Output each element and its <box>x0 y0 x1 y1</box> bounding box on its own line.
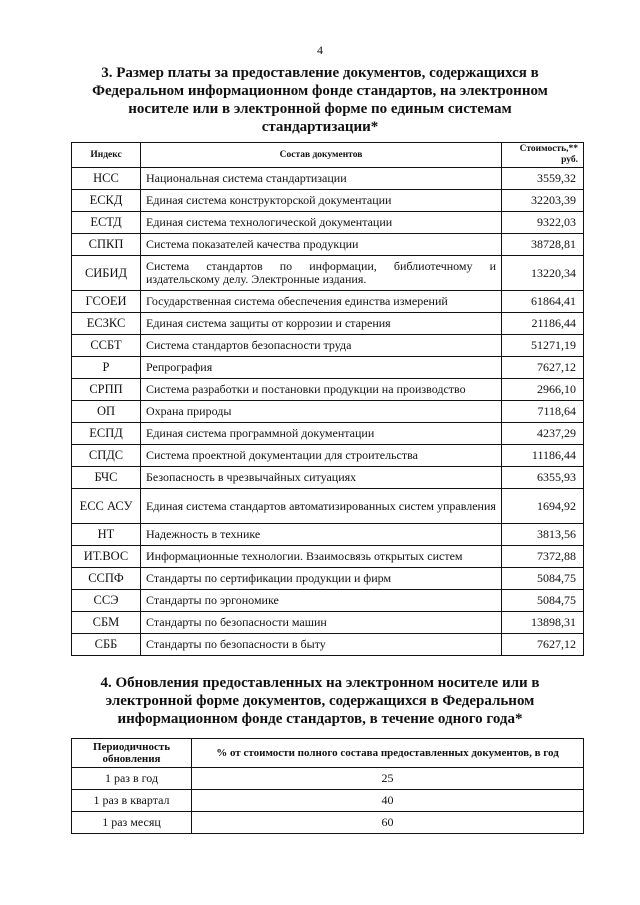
row-docs-cell: Государственная система обеспечения единства измерений <box>141 291 502 313</box>
row-index-cell: ССБТ <box>72 335 141 357</box>
row-index-cell: Р <box>72 357 141 379</box>
row-cost-cell: 6355,93 <box>502 467 584 489</box>
row-docs-cell: Система показателей качества продукции <box>141 234 502 256</box>
row-cost-cell: 5084,75 <box>502 590 584 612</box>
pricing-table <box>71 142 584 656</box>
row-cost-cell: 51271,19 <box>502 335 584 357</box>
table-row <box>72 812 584 834</box>
row-index-cell: НСС <box>72 168 141 190</box>
row-docs-cell: Стандарты по безопасности машин <box>141 612 502 634</box>
section-4-title: 4. Обновления предоставленных на электронном носителе или в электронной форме документов, содержащихся в Федеральном информационном фонде стандартов, в течение одного года* <box>100 675 540 727</box>
table-row <box>72 256 584 291</box>
table-header-row <box>72 739 584 768</box>
table-row <box>72 612 584 634</box>
row-cost-cell: 1694,92 <box>502 489 584 524</box>
page-number: 4 <box>317 43 323 57</box>
row-cost-cell: 61864,41 <box>502 291 584 313</box>
row-docs-cell: Единая система технологической документации <box>141 212 502 234</box>
row-cost-cell: 3559,32 <box>502 168 584 190</box>
row-percent-cell: 40 <box>192 790 584 812</box>
header-index: Индекс <box>72 143 141 168</box>
row-docs-cell: Надежность в технике <box>141 524 502 546</box>
row-docs-cell: Репрография <box>141 357 502 379</box>
row-index-cell: ОП <box>72 401 141 423</box>
row-docs-cell: Единая система стандартов автоматизированных систем управления <box>141 489 502 524</box>
row-docs-cell: Система стандартов безопасности труда <box>141 335 502 357</box>
table-row <box>72 546 584 568</box>
row-index-cell: ССПФ <box>72 568 141 590</box>
table-row <box>72 291 584 313</box>
row-docs-cell: Информационные технологии. Взаимосвязь открытых систем <box>141 546 502 568</box>
row-docs-cell: Система проектной документации для строительства <box>141 445 502 467</box>
table-row <box>72 357 584 379</box>
table-row <box>72 168 584 190</box>
section-3-title: 3. Размер платы за предоставление документов, содержащихся в Федеральном информационном фонде стандартов, на электронном носителе или в электронной форме по единым системам стандартизации* <box>92 65 548 135</box>
row-index-cell: ГСОЕИ <box>72 291 141 313</box>
table-row <box>72 313 584 335</box>
table-row <box>72 445 584 467</box>
row-index-cell: НТ <box>72 524 141 546</box>
row-period-cell: 1 раз месяц <box>72 812 192 834</box>
table-row <box>72 335 584 357</box>
row-cost-cell: 21186,44 <box>502 313 584 335</box>
row-cost-cell: 38728,81 <box>502 234 584 256</box>
table-row <box>72 467 584 489</box>
row-cost-cell: 9322,03 <box>502 212 584 234</box>
row-index-cell: ЕСС АСУ <box>72 489 141 524</box>
row-index-cell: СББ <box>72 634 141 656</box>
row-index-cell: ЕСЗКС <box>72 313 141 335</box>
table-row <box>72 423 584 445</box>
row-cost-cell: 7627,12 <box>502 357 584 379</box>
row-docs-cell: Единая система защиты от коррозии и старения <box>141 313 502 335</box>
table-header-row <box>72 143 584 168</box>
table-row <box>72 401 584 423</box>
row-docs-cell: Единая система программной документации <box>141 423 502 445</box>
row-docs-cell: Безопасность в чрезвычайных ситуациях <box>141 467 502 489</box>
row-docs-cell: Единая система конструкторской документации <box>141 190 502 212</box>
row-index-cell: ЕСКД <box>72 190 141 212</box>
row-cost-cell: 13898,31 <box>502 612 584 634</box>
table-row <box>72 524 584 546</box>
row-cost-cell: 4237,29 <box>502 423 584 445</box>
table-row <box>72 489 584 524</box>
table-row <box>72 379 584 401</box>
header-percent: % от стоимости полного состава предоставленных документов, в год <box>192 739 584 768</box>
row-percent-cell: 60 <box>192 812 584 834</box>
table-row <box>72 234 584 256</box>
row-docs-cell: Стандарты по безопасности в быту <box>141 634 502 656</box>
table-row <box>72 190 584 212</box>
row-index-cell: ЕСТД <box>72 212 141 234</box>
row-percent-cell: 25 <box>192 768 584 790</box>
row-index-cell: СБМ <box>72 612 141 634</box>
row-index-cell: ЕСПД <box>72 423 141 445</box>
row-cost-cell: 7372,88 <box>502 546 584 568</box>
table-row <box>72 790 584 812</box>
row-index-cell: БЧС <box>72 467 141 489</box>
header-docs: Состав документов <box>141 143 502 168</box>
table-row <box>72 768 584 790</box>
row-cost-cell: 7118,64 <box>502 401 584 423</box>
row-index-cell: ИТ.ВОС <box>72 546 141 568</box>
row-docs-cell: Охрана природы <box>141 401 502 423</box>
row-cost-cell: 3813,56 <box>502 524 584 546</box>
row-period-cell: 1 раз в квартал <box>72 790 192 812</box>
table-row <box>72 212 584 234</box>
row-index-cell: ССЭ <box>72 590 141 612</box>
row-docs-cell: Система разработки и постановки продукции на производство <box>141 379 502 401</box>
row-cost-cell: 5084,75 <box>502 568 584 590</box>
table-row <box>72 634 584 656</box>
update-table <box>71 738 584 834</box>
table-row <box>72 590 584 612</box>
row-index-cell: СПКП <box>72 234 141 256</box>
header-period: Периодичность обновления <box>72 739 192 768</box>
row-docs-cell: Стандарты по сертификации продукции и фирм <box>141 568 502 590</box>
row-cost-cell: 11186,44 <box>502 445 584 467</box>
header-cost: Стоимость,** руб. <box>502 143 584 168</box>
table-row <box>72 568 584 590</box>
row-cost-cell: 13220,34 <box>502 256 584 291</box>
row-index-cell: СРПП <box>72 379 141 401</box>
row-docs-cell: Стандарты по эргономике <box>141 590 502 612</box>
row-index-cell: СИБИД <box>72 256 141 291</box>
row-index-cell: СПДС <box>72 445 141 467</box>
row-cost-cell: 2966,10 <box>502 379 584 401</box>
row-docs-cell: Система стандартов по информации, библиотечному и издательскому делу. Электронные издания. <box>141 256 502 291</box>
row-cost-cell: 7627,12 <box>502 634 584 656</box>
row-docs-cell: Национальная система стандартизации <box>141 168 502 190</box>
row-period-cell: 1 раз в год <box>72 768 192 790</box>
row-cost-cell: 32203,39 <box>502 190 584 212</box>
